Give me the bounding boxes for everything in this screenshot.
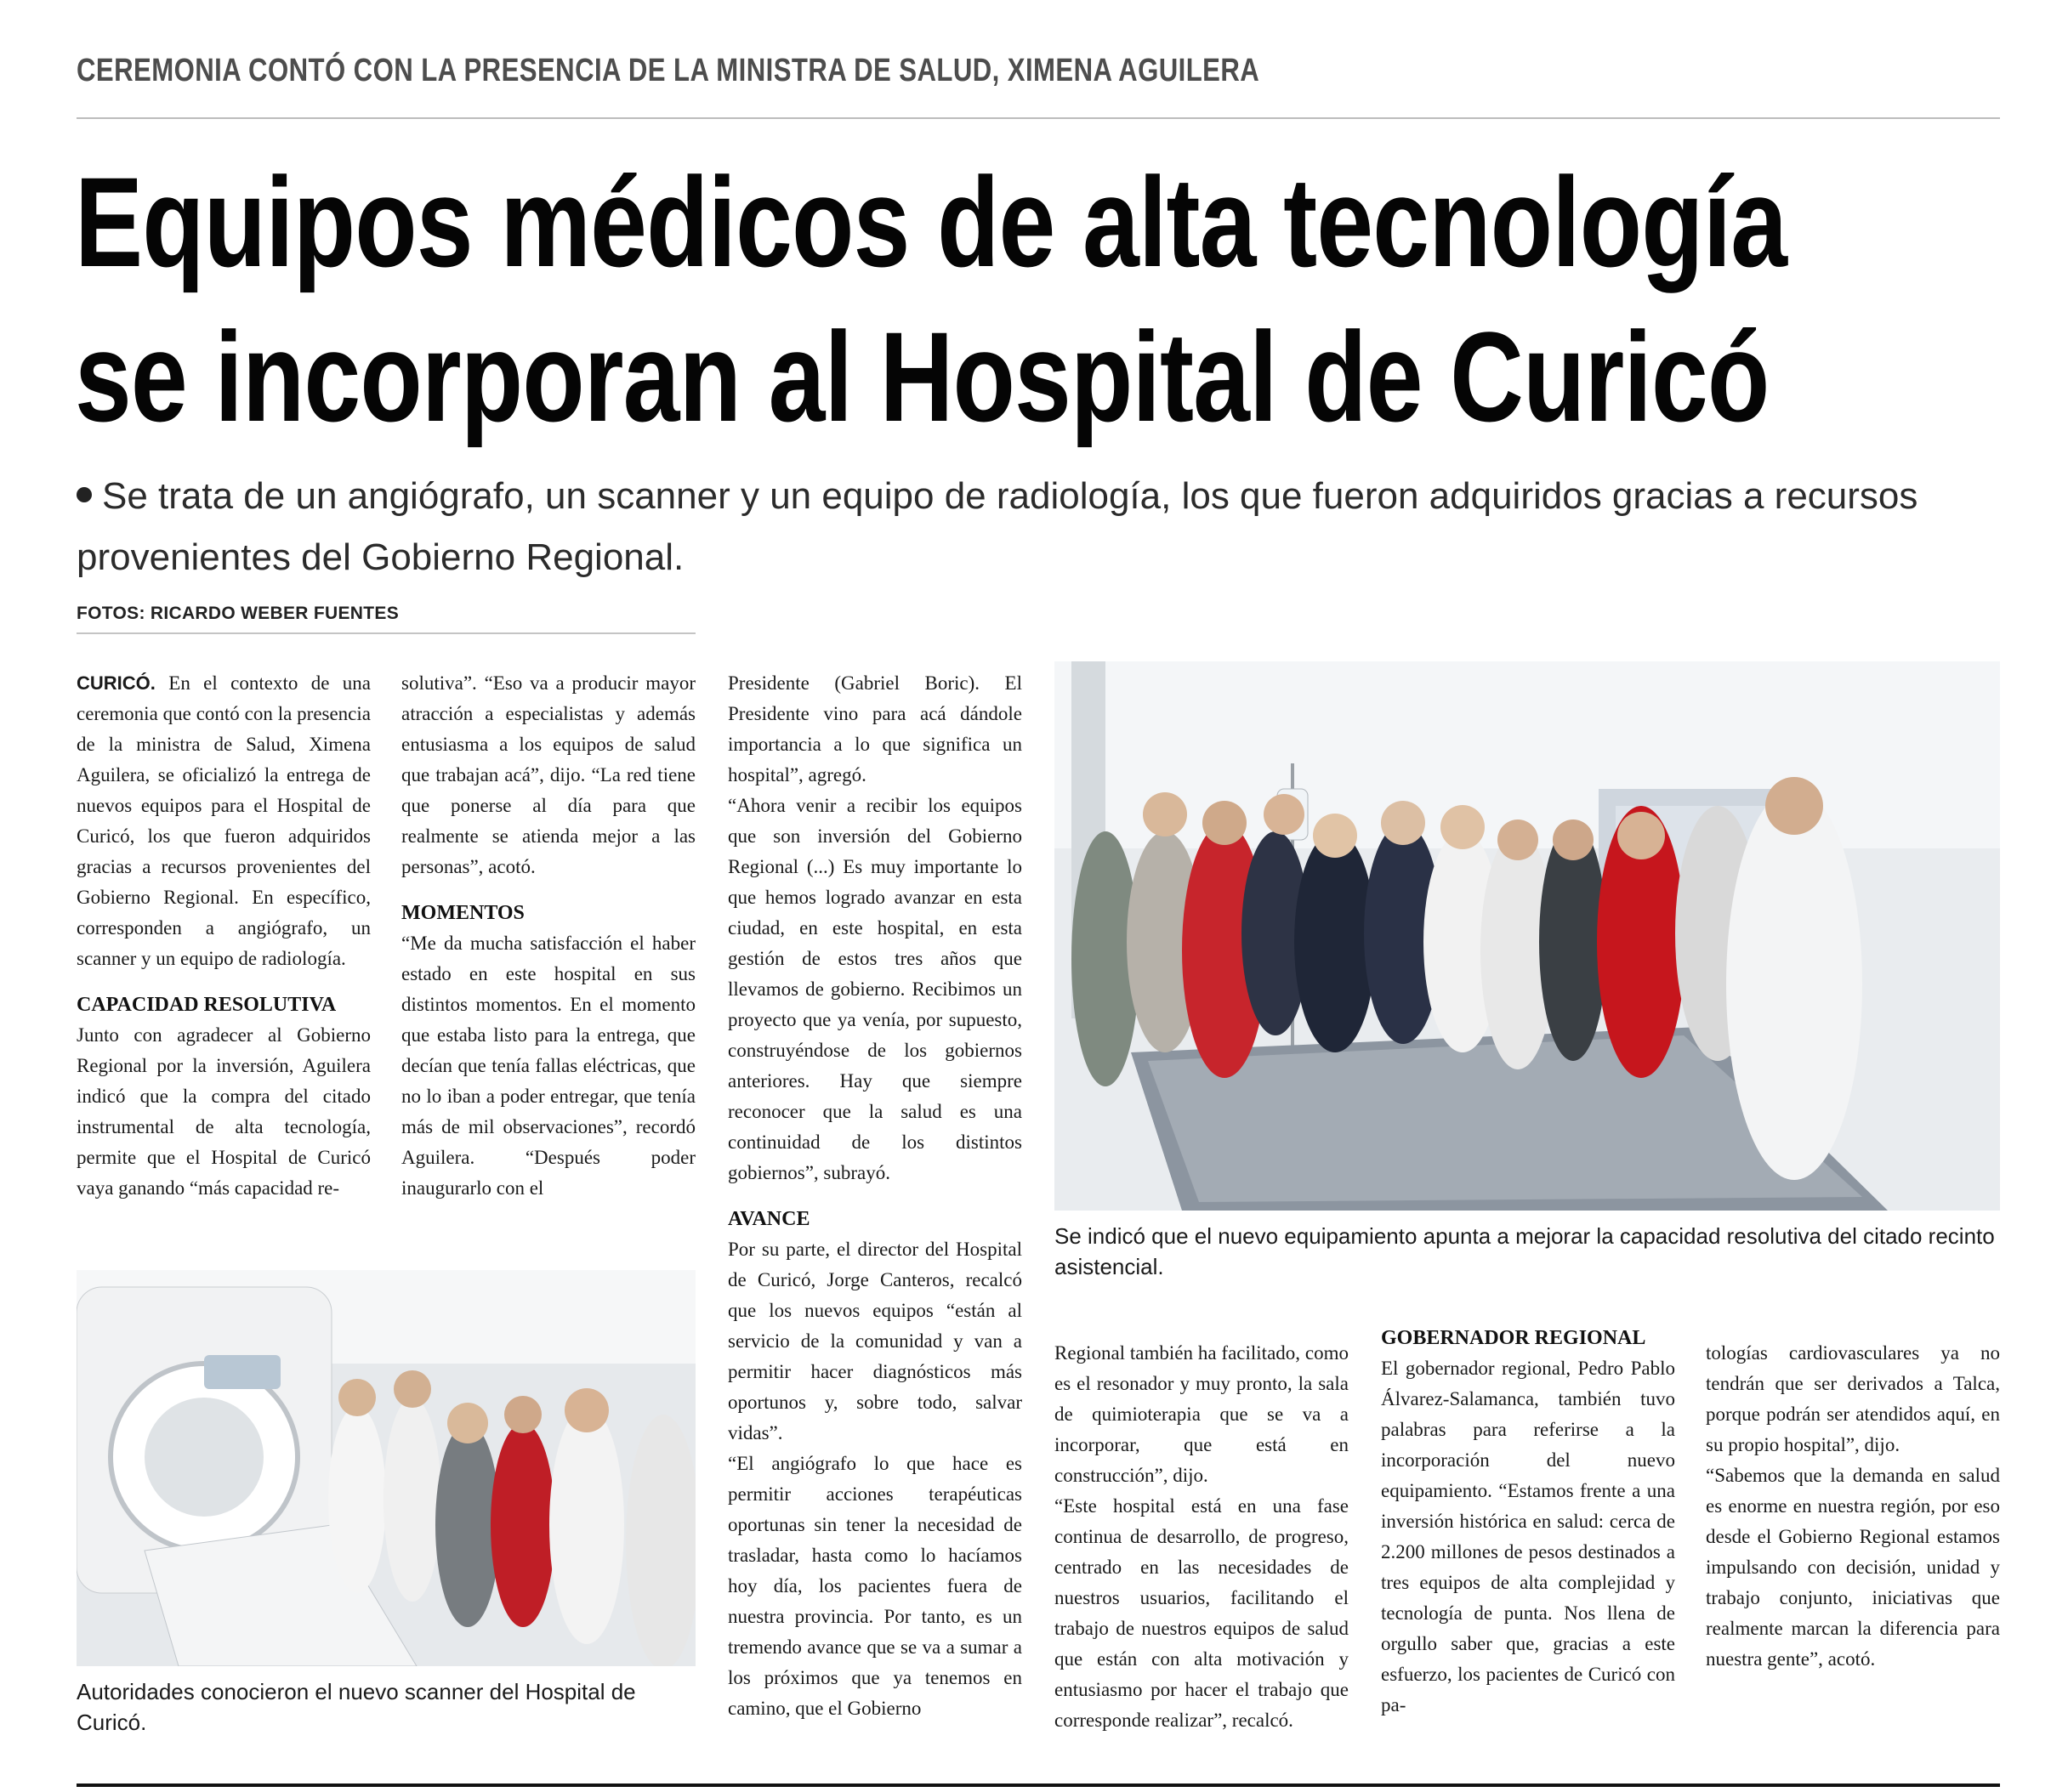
deck	[77, 466, 2007, 588]
paragraph: tologías cardiovasculares ya no tendrán que ser derivados a Talca, porque podrán ser atendidos aquí, en su propio hospital”, dijo.	[1706, 1342, 2000, 1455]
scanner-photo-image	[77, 1270, 696, 1666]
headline-line-1: Equipos médicos de alta tecnología	[75, 150, 1787, 293]
paragraph: Presidente (Gabriel Boric). El Presidente vino para acá dándole importancia a lo que significa un hospital”, agregó.	[728, 672, 1022, 785]
paragraph: “El angiógrafo lo que hace es permitir acciones terapéuticas oportunas sin tener la necesidad de trasladar, hasta como lo hacíamos hoy día, los pacientes fuera de nuestra provincia. Por tanto, es un tremendo avance que se va a sumar a los próximos que ya tenemos en camino, que el Gobierno	[728, 1453, 1022, 1719]
large-photo	[1054, 661, 2000, 1211]
top-rule	[77, 117, 2000, 119]
paragraph: “Sabemos que la demanda en salud es enorme en nuestra región, por eso desde el Gobierno Regional estamos impulsando con decisión, unidad y trabajo conjunto, iniciativas que realmente marcan la diferencia para nuestra gente”, acotó.	[1706, 1465, 2000, 1670]
photo-credit: FOTOS: RICARDO WEBER FUENTES	[77, 604, 400, 623]
article-column-3	[728, 668, 1022, 1724]
small-photo-caption: Autoridades conocieron el nuevo scanner del Hospital de Curicó.	[77, 1679, 636, 1735]
small-photo	[77, 1270, 696, 1666]
paragraph: “Ahora venir a recibir los equipos que son inversión del Gobierno Regional (...) Es muy importante lo que hemos logrado avanzar en esta ciudad, en este hospital, en esta gestión de estos tres años que llevamos de gobierno. Recibimos un proyecto que ya venía, por supuesto, construyéndose de los gobiernos anteriores. Hay que siempre reconocer que la salud es una continuidad de los distintos gobiernos”, subrayó.	[728, 795, 1022, 1183]
bullet-icon	[77, 487, 92, 502]
dateline: CURICÓ.	[77, 672, 156, 694]
deck-text: Se trata de un angiógrafo, un scanner y un equipo de radiología, los que fueron adquiridos gracias a recursos provenientes del Gobierno Regional.	[77, 475, 1918, 578]
kicker: CEREMONIA CONTÓ CON LA PRESENCIA DE LA MINISTRA DE SALUD, XIMENA AGUILERA	[77, 53, 1260, 88]
paragraph: “Me da mucha satisfacción el haber estado en este hospital en sus distintos momentos. En el momento que estaba listo para la entrega, que decían que tenía fallas eléctricas, que no lo iban a poder entregar, que tenía más de mil observaciones”, recordó Aguilera. “Después poder inaugurarlo con el	[401, 933, 696, 1199]
paragraph: “Este hospital está en una fase continua de desarrollo, de progreso, centrado en las necesidades de nuestros usuarios, facilitando el trabajo de nuestros equipos de salud que están con alta motivación y entusiasmo por hacer el trabajo que corresponde realizar”, recalcó.	[1054, 1495, 1349, 1731]
paragraph: Por su parte, el director del Hospital de Curicó, Jorge Canteros, recalcó que los nuevos equipos “están al servicio de la comunidad y van a permitir hacer diagnósticos más oportunos y, sobre todo, salvar vidas”.	[728, 1239, 1022, 1443]
paragraph: solutiva”. “Eso va a producir mayor atracción a especialistas y además entusiasma a los equipos de salud que trabajan acá”, dijo. “La red tiene que ponerse al día para que realmente se atienda mejor a las personas”, acotó.	[401, 672, 696, 877]
credit-rule	[77, 632, 696, 634]
bottom-rule	[77, 1783, 2000, 1787]
article-column-2	[401, 668, 696, 1204]
group-photo-image	[1054, 661, 2000, 1211]
article-column-1	[77, 668, 371, 1204]
paragraph: Regional también ha facilitado, como es el resonador y muy pronto, la sala de quimioterapia que se va a incorporar, que está en construcción”, dijo.	[1054, 1342, 1349, 1486]
headline	[75, 145, 1787, 454]
paragraph: El gobernador regional, Pedro Pablo Álvarez-Salamanca, también tuvo palabras para referirse a la incorporación del nuevo equipamiento. “Estamos frente a una inversión histórica en salud: cerca de 2.200 millones de pesos destinados a tres equipos de alta complejidad y tecnología de punta. Nos llena de orgullo saber que, gracias a este esfuerzo, los pacientes de Curicó con pa-	[1381, 1358, 1675, 1715]
subheading-capacidad: CAPACIDAD RESOLUTIVA	[77, 994, 337, 1016]
headline-line-2: se incorporan al Hospital de Curicó	[75, 305, 1770, 448]
article-column-4	[1054, 1338, 1349, 1736]
paragraph: En el contexto de una ceremonia que contó con la presencia de la ministra de Salud, Ximena Aguilera, se oficializó la entrega de nuevos equipos para el Hospital de Curicó, los que fueron adquiridos gracias a recursos provenientes del Gobierno Regional. En específico, corresponden a angiógrafo, un scanner y un equipo de radiología.	[77, 672, 372, 969]
subheading-momentos: MOMENTOS	[401, 902, 525, 924]
paragraph: Junto con agradecer al Gobierno Regional por la inversión, Aguilera indicó que la compra del citado instrumental de alta tecnología, permite que el Hospital de Curicó vaya ganando “más capacidad re-	[77, 1024, 371, 1199]
subheading-avance: AVANCE	[728, 1208, 810, 1230]
large-photo-caption: Se indicó que el nuevo equipamiento apunta a mejorar la capacidad resolutiva del citado recinto asistencial.	[1054, 1223, 1995, 1279]
article-column-6	[1706, 1338, 2000, 1675]
subheading-gobernador: GOBERNADOR REGIONAL	[1381, 1327, 1646, 1349]
article-column-5	[1381, 1323, 1675, 1721]
